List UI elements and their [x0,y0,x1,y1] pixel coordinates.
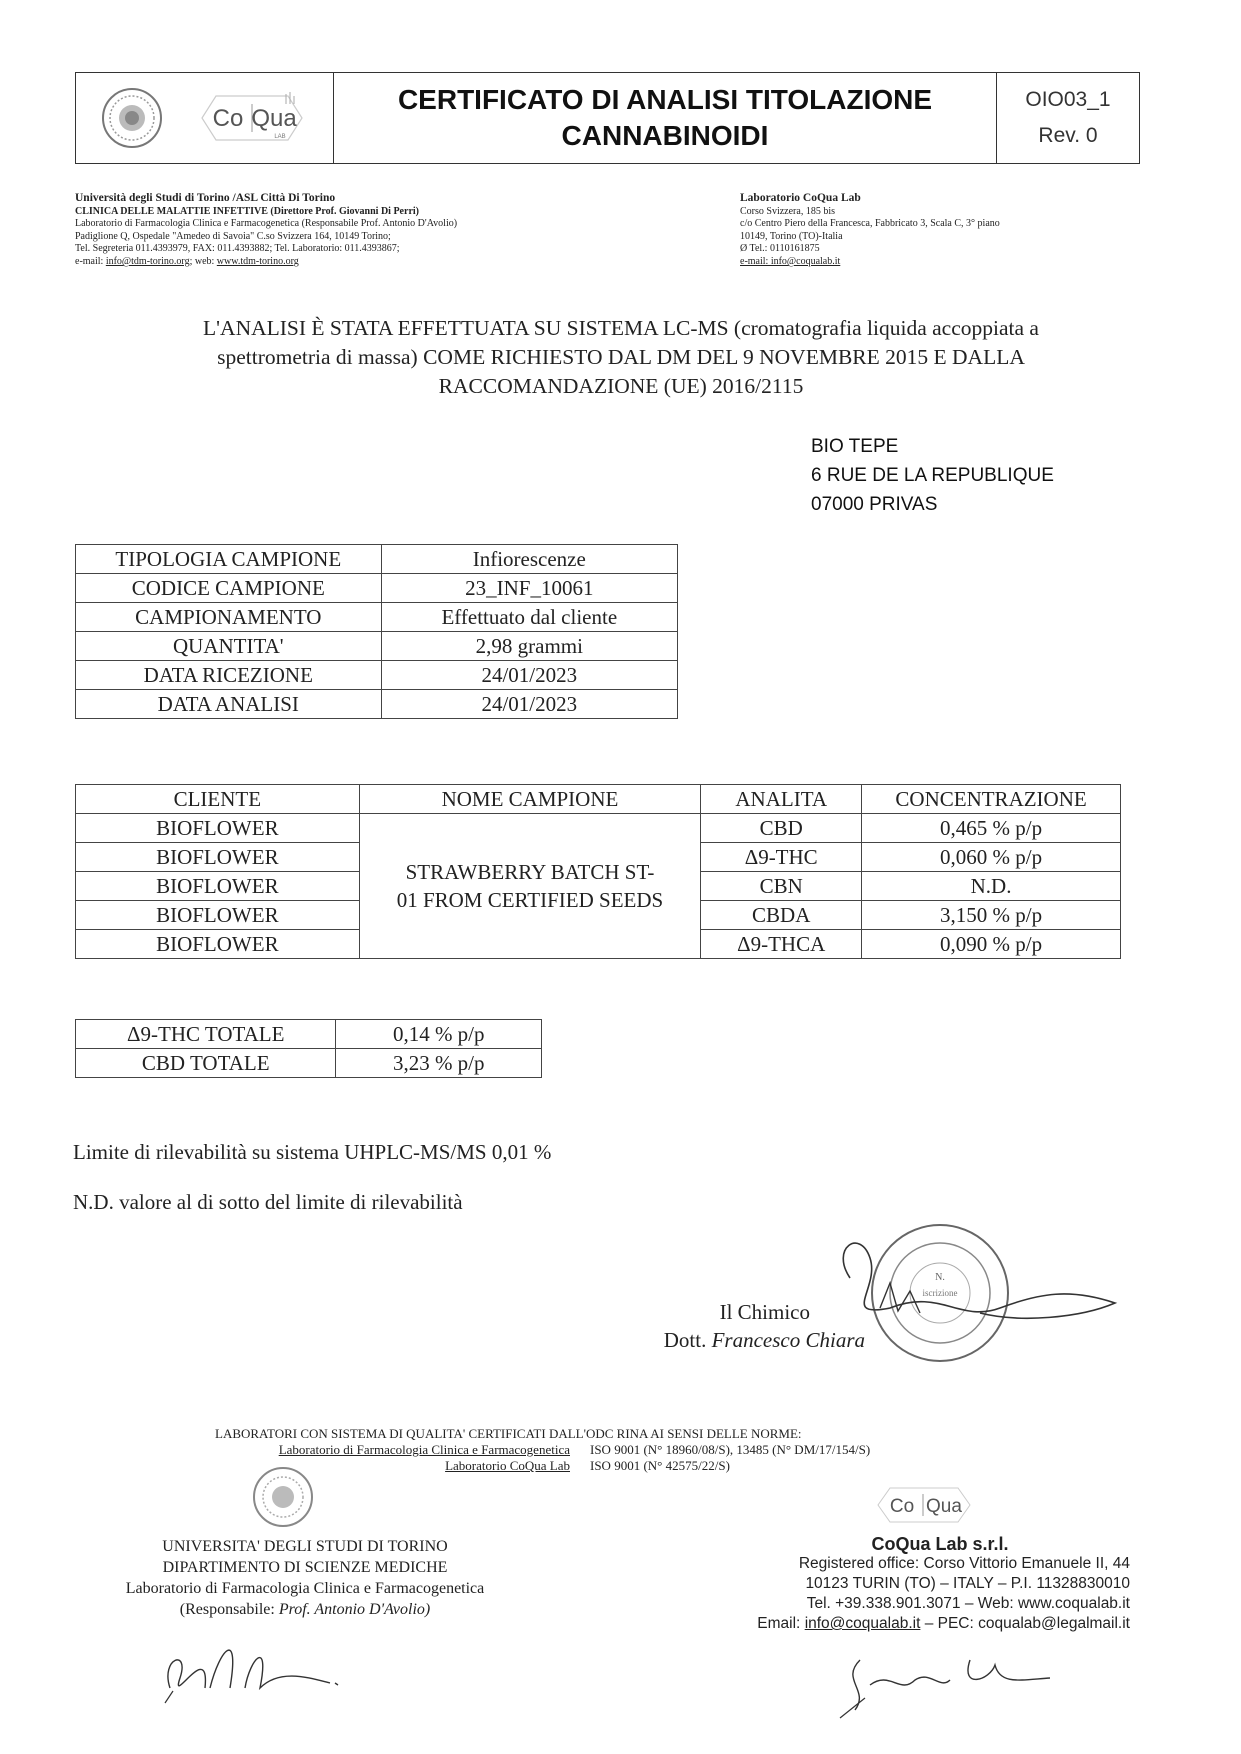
analysis-statement-line1: L'ANALISI È STATA EFFETTUATA SU SISTEMA LC-MS (cromatografia liquida accoppiata a [203,316,1039,340]
certification-statement: LABORATORI CON SISTEMA DI QUALITA' CERTIFICATI DALL'ODC RINA AI SENSI DELLE NORME: [215,1426,802,1441]
certified-lab-2-iso: ISO 9001 (N° 42575/22/S) [590,1458,730,1473]
coqua-logo-icon [196,88,308,148]
table-row: BIOFLOWER Δ9-THCA 0,090 % p/p [76,930,1121,959]
table-row: CBD TOTALE 3,23 % p/p [76,1049,542,1078]
certification-row-1 [120,1442,1130,1458]
company-pec: – PEC: coqualab@legalmail.it [924,1615,1130,1632]
university-footer-lab: Laboratorio di Farmacologia Clinica e Farmacogenetica [125,1580,485,1597]
document-header [75,72,1140,164]
svg-text:iscrizione: iscrizione [922,1288,958,1298]
institution-right-street: Corso Svizzera, 185 bis [740,205,835,217]
nd-note: N.D. valore al di sotto del limite di rilevabilità [73,1190,463,1214]
coqua-logo-co: Co [212,105,244,132]
table-row: QUANTITA' 2,98 grammi [76,632,678,661]
institution-right-phone: Ø Tel.: 0110161875 [740,243,820,255]
svg-text:Qua: Qua [926,1496,962,1517]
institution-right-building: c/o Centro Piero della Francesca, Fabbricato 3, Scala C, 3° piano [740,218,1000,230]
table-row: CAMPIONAMENTO Effettuato dal cliente [76,603,678,632]
lab-director-signature-icon [150,1618,380,1708]
company-office: Registered office: Corso Vittorio Emanuele II, 44 [798,1555,1130,1572]
svg-text:Co: Co [889,1496,915,1517]
analysis-statement-line2: spettrometria di massa) COME RICHIESTO DAL DM DEL 9 NOVEMBRE 2015 E DALLA [217,345,1025,369]
institution-right [740,192,1140,269]
svg-text:N.: N. [935,1272,945,1283]
institution-left-clinic: CLINICA DELLE MALATTIE INFETTIVE (Direttore Prof. Giovanni Di Perri) [75,205,419,217]
totals-table [75,1019,542,1078]
chemist-stamp-and-signature-icon [820,1208,1120,1388]
institution-left-name: Università degli Studi di Torino /ASL Città Di Torino [75,192,336,204]
certified-lab-1: Laboratorio di Farmacologia Clinica e Farmacogenetica [278,1442,570,1457]
column-header: NOME CAMPIONE [359,785,701,814]
document-revision: Rev. 0 [1038,124,1098,147]
header-logos [76,73,334,163]
table-row: BIOFLOWER Δ9-THC 0,060 % p/p [76,843,1121,872]
institution-right-email-link[interactable]: e-mail: info@coqualab.it [740,255,841,267]
university-footer-responsible: (Responsabile: Prof. Antonio D'Avolio) [179,1601,431,1618]
column-header: CLIENTE [76,785,360,814]
institution-left-web-link[interactable]: www.tdm-torino.org [216,255,299,267]
table-row: BIOFLOWER CBDA 3,150 % p/p [76,901,1121,930]
institution-right-name: Laboratorio CoQua Lab [740,192,861,204]
institution-left-contacts: e-mail: info@tdm-torino.org; web: www.tdm-torino.org [75,255,299,267]
coqua-logo-qua: Qua [251,105,297,132]
company-address: 10123 TURIN (TO) – ITALY – P.I. 11328830010 [805,1575,1130,1592]
institution-left-lab: Laboratorio di Farmacologia Clinica e Farmacogenetica (Responsabile Prof. Antonio D'Avolio) [75,218,458,230]
recipient-address [811,432,1054,519]
institution-left-phone: Tel. Segreteria 011.4393979, FAX: 011.4393882; Tel. Laboratorio: 011.4393867; [75,243,400,255]
recipient-name: BIO TEPE [811,436,899,457]
university-seal-icon [101,87,163,149]
column-header: ANALITA [701,785,862,814]
certified-lab-1-iso: ISO 9001 (N° 18960/08/S), 13485 (N° DM/17/154/S) [590,1442,871,1457]
document-code-block [997,73,1139,163]
detection-limit-note: Limite di rilevabilità su sistema UHPLC-MS/MS 0,01 % [73,1140,552,1164]
institution-left [75,192,695,269]
table-row: DATA RICEZIONE 24/01/2023 [76,661,678,690]
university-footer-name: UNIVERSITA' DEGLI STUDI DI TORINO [162,1538,448,1555]
recipient-city: 07000 PRIVAS [811,494,938,515]
table-header-row [76,785,1121,814]
institution-right-city: 10149, Torino (TO)-Italia [740,230,843,242]
recipient-street: 6 RUE DE LA REPUBLIQUE [811,465,1054,486]
company-contacts: Tel. +39.338.901.3071 – Web: www.coqualab.it [806,1595,1130,1612]
table-row: BIOFLOWER STRAWBERRY BATCH ST- 01 FROM CERTIFIED SEEDS CBD 0,465 % p/p [76,814,1121,843]
analysis-statement-line3: RACCOMANDAZIONE (UE) 2016/2115 [438,374,804,398]
results-table [75,784,1121,959]
institution-left-email-link[interactable]: info@tdm-torino.org [105,255,190,267]
sample-name-cell: STRAWBERRY BATCH ST- 01 FROM CERTIFIED SEEDS [359,814,701,959]
document-title [334,73,997,163]
university-footer [80,1536,530,1620]
company-email-line: Email: info@coqualab.it – PEC: coqualab@legalmail.it [757,1615,1130,1632]
certified-lab-2: Laboratorio CoQua Lab [445,1458,570,1473]
chemist-role: Il Chimico [719,1300,810,1324]
table-row: DATA ANALISI 24/01/2023 [76,690,678,719]
company-footer [630,1534,1130,1634]
document-code: OIO03_1 [1025,88,1111,111]
column-header: CONCENTRAZIONE [862,785,1121,814]
coqua-logo [196,88,308,148]
chemist-name-line: Dott. Francesco Chiara [663,1328,865,1352]
chemist-signature-block [520,1298,865,1354]
university-footer-seal-icon [252,1466,314,1528]
table-row: CODICE CAMPIONE 23_INF_10061 [76,574,678,603]
coqua-footer-logo-icon [874,1484,974,1526]
chemist-name: Francesco Chiara [711,1328,865,1352]
analysis-statement [75,314,1167,401]
coqua-logo-lab: LAB [274,134,286,140]
company-signature-icon [820,1640,1080,1720]
university-footer-department: DIPARTIMENTO DI SCIENZE MEDICHE [162,1559,448,1576]
company-email-link[interactable]: info@coqualab.it [804,1615,921,1632]
document-title-line2: CANNABINOIDI [561,120,769,151]
sample-info-table [75,544,678,719]
institution-left-address: Padiglione Q, Ospedale "Amedeo di Savoia" C.so Svizzera 164, 10149 Torino; [75,230,391,242]
table-row: TIPOLOGIA CAMPIONE Infiorescenze [76,545,678,574]
company-name: CoQua Lab s.r.l. [871,1534,1009,1554]
table-row: Δ9-THC TOTALE 0,14 % p/p [76,1020,542,1049]
document-title-line1: CERTIFICATO DI ANALISI TITOLAZIONE [397,84,933,115]
table-row: BIOFLOWER CBN N.D. [76,872,1121,901]
